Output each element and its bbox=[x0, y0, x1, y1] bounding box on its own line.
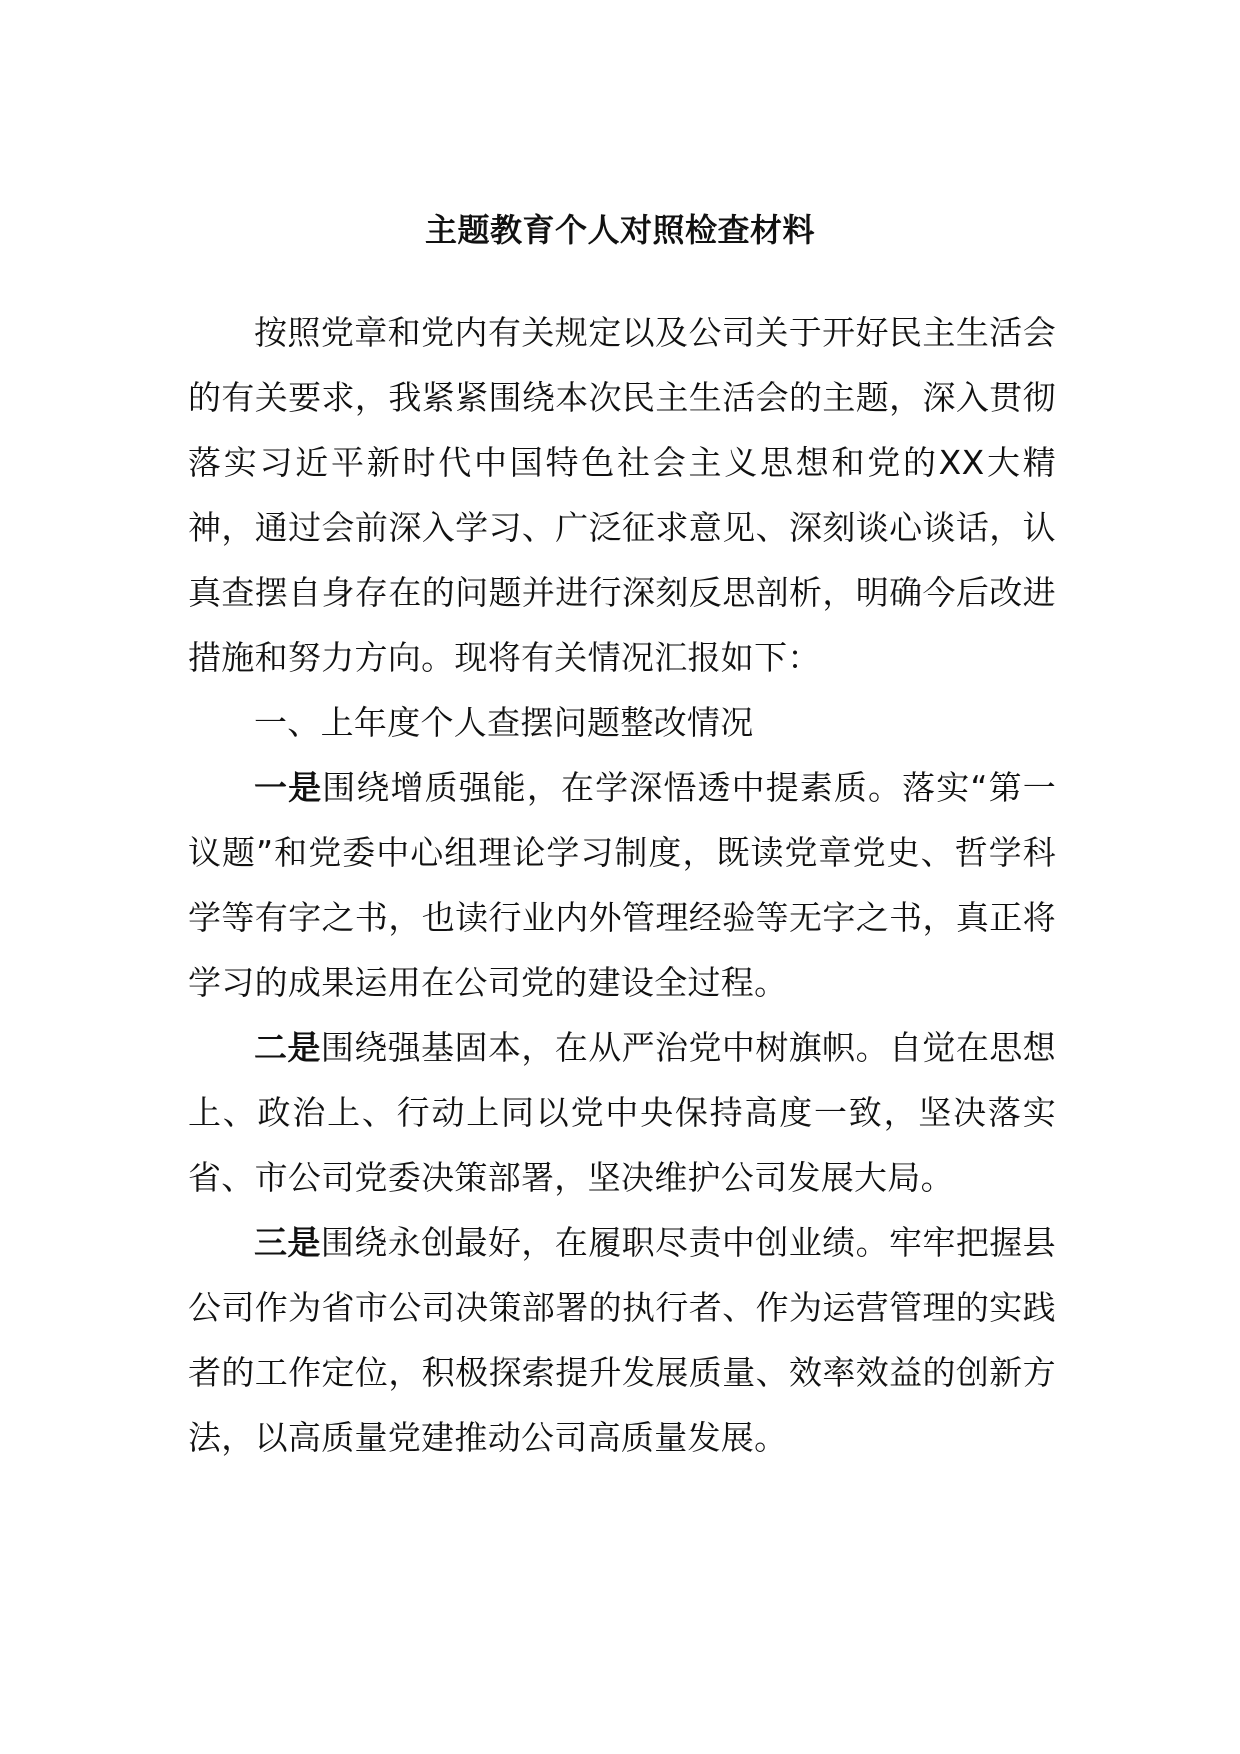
item-text-1: 围绕增质强能，在学深悟透中提素质。落实“第一议题”和党委中心组理论学习制度，既读党章党史、哲学科学等有字之书，也读行业内外管理经验等无字之书，真正将学习的成果运用在公司党的建设全过程。 bbox=[188, 768, 1056, 1002]
section-heading: 一、上年度个人查摆问题整改情况 bbox=[254, 703, 754, 742]
intro-paragraph: 按照党章和党内有关规定以及公司关于开好民主生活会的有关要求，我紧紧围绕本次民主生活会的主题，深入贯彻落实习近平新时代中国特色社会主义思想和党的XX大精神，通过会前深入学习、广泛征求意见、深刻谈心谈话，认真查摆自身存在的问题并进行深刻反思剖析，明确今后改进措施和努力方向。现将有关情况汇报如下： bbox=[188, 313, 1056, 677]
item-lead-2: 二是 bbox=[254, 1028, 321, 1067]
document-title: 主题教育个人对照检查材料 bbox=[424, 211, 815, 249]
item-paragraph-3 bbox=[188, 1210, 1056, 1470]
item-lead-1: 一是 bbox=[254, 768, 323, 807]
item-text-2: 围绕强基固本，在从严治党中树旗帜。自觉在思想上、政治上、行动上同以党中央保持高度一致，坚决落实省、市公司党委决策部署，坚决维护公司发展大局。 bbox=[188, 1028, 1056, 1197]
document-body bbox=[188, 300, 1056, 1470]
item-paragraph-1 bbox=[188, 755, 1056, 1015]
item-paragraph-2 bbox=[188, 1015, 1056, 1210]
item-lead-3: 三是 bbox=[254, 1223, 321, 1262]
item-text-3: 围绕永创最好，在履职尽责中创业绩。牢牢把握县公司作为省市公司决策部署的执行者、作为运营管理的实践者的工作定位，积极探索提升发展质量、效率效益的创新方法，以高质量党建推动公司高质量发展。 bbox=[188, 1223, 1056, 1457]
